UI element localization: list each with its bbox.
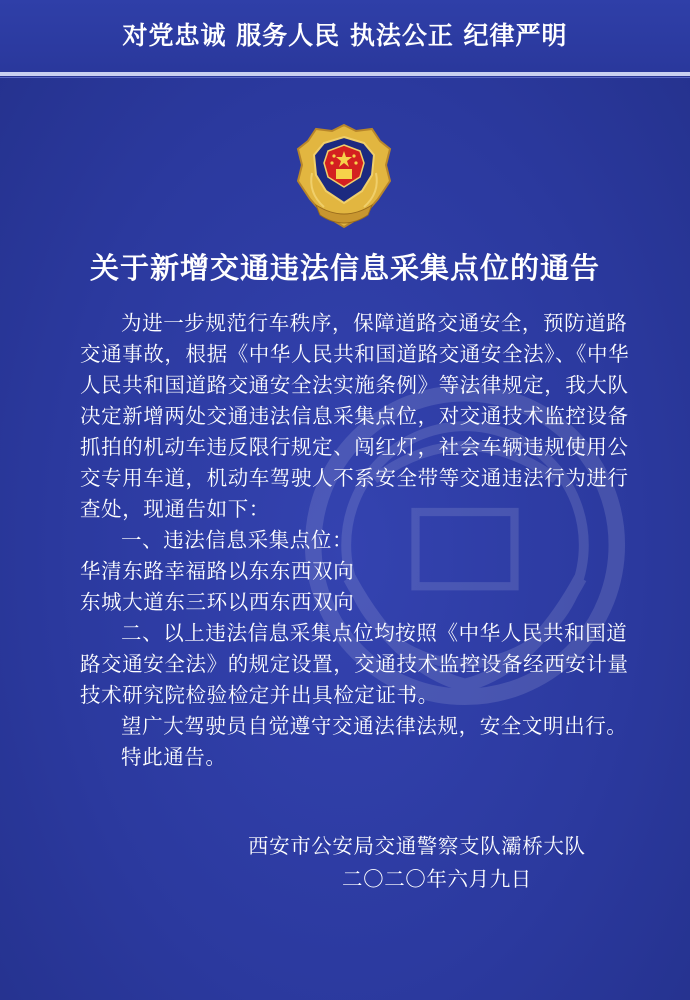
notice-appeal: 望广大驾驶员自觉遵守交通法律法规，安全文明出行。: [121, 714, 628, 738]
notice-body: [80, 308, 640, 773]
notice-closing: 特此通告。: [121, 745, 227, 769]
signature-block: [248, 830, 648, 896]
location-item-1: 华清东路幸福路以东东西双向: [80, 559, 355, 583]
banner-divider: [0, 72, 690, 76]
issue-date: 二〇二〇年六月九日: [342, 867, 532, 891]
notice-section-two: 二、以上违法信息采集点位均按照《中华人民共和国道路交通安全法》的规定设置，交通技术监控设备经西安计量技术研究院检验检定并出具检定证书。: [80, 621, 629, 707]
slogan-text: 对党忠诚 服务人民 执法公正 纪律严明: [122, 21, 568, 50]
notice-section-one-heading: 一、违法信息采集点位：: [121, 528, 354, 552]
notice-paragraph-intro: 为进一步规范行车秩序，保障道路交通安全，预防道路交通事故，根据《中华人民共和国道路交通安全法》、《中华人民共和国道路交通安全法实施条例》等法律规定，我大队决定新增两处交通违法信息采集点位，对交通技术监控设备抓拍的机动车违反限行规定、闯红灯，社会车辆违规使用公交专用车道，机动车驾驶人不系安全带等交通违法行为进行查处，现通告如下：: [80, 311, 630, 521]
notice-title: 关于新增交通违法信息采集点位的通告: [89, 251, 600, 285]
banner-divider-thin: [0, 77, 690, 78]
slogan-banner: [0, 0, 690, 72]
location-item-2: 东城大道东三环以西东西双向: [80, 590, 355, 614]
police-emblem-icon: [294, 123, 394, 233]
issuer-name: 西安市公安局交通警察支队灞桥大队: [248, 834, 586, 858]
